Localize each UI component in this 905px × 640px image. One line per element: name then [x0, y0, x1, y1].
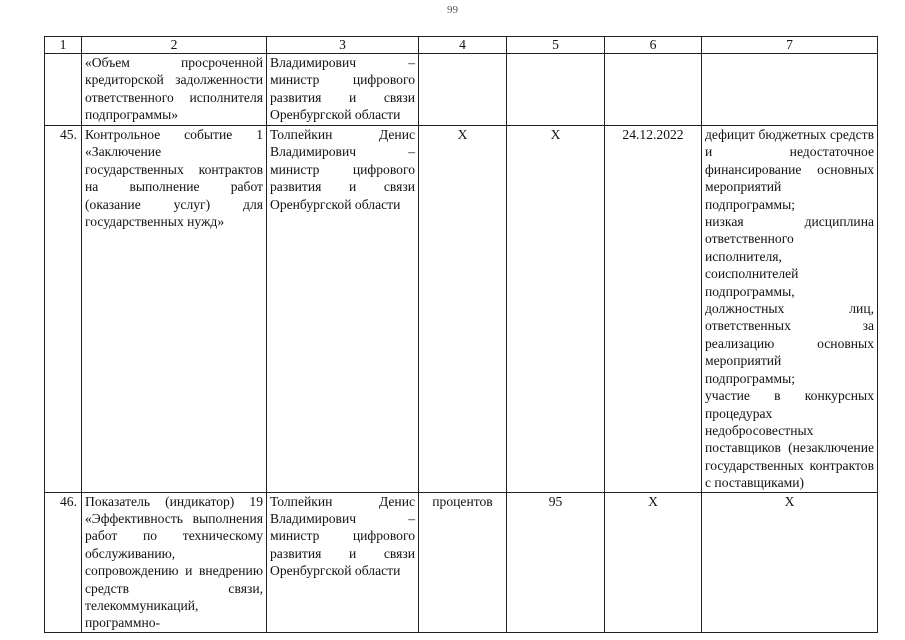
responsible-person: Владимирович – министр цифрового развития и связи Оренбургской области — [267, 54, 419, 126]
header-cell-5: 5 — [507, 37, 605, 54]
unit-cell: X — [419, 126, 507, 493]
row-number: 45. — [45, 126, 82, 493]
header-cell-3: 3 — [267, 37, 419, 54]
value-cell: X — [507, 126, 605, 493]
responsible-person: Толпейкин Денис Владимирович – министр цифрового развития и связи Оренбургской области — [267, 492, 419, 632]
row-number — [45, 54, 82, 126]
indicator-name: Контрольное событие 1 «Заключение государственных контрактов на выполнение работ (оказание услуг) для государственных нужд» — [82, 126, 267, 493]
risk-cell: X — [702, 492, 878, 632]
header-cell-2: 2 — [82, 37, 267, 54]
risk-cell — [702, 54, 878, 126]
unit-cell — [419, 54, 507, 126]
header-cell-4: 4 — [419, 37, 507, 54]
table-header-row — [45, 37, 878, 54]
header-cell-7: 7 — [702, 37, 878, 54]
unit-cell: процентов — [419, 492, 507, 632]
program-table — [44, 36, 878, 633]
date-cell: X — [605, 492, 702, 632]
risk-cell: дефицит бюджетных средств и недостаточное финансирование основных мероприятий подпрограммы; низкая дисциплина ответственного исполнителя, соисполнителей подпрограммы, должностных лиц, ответственных за реализацию основных мероприятий подпрограммы; участие в конкурсных процедурах недобросовестных поставщиков (незаключение государственных контрактов с поставщиками) — [702, 126, 878, 493]
page-number: 99 — [447, 4, 458, 16]
header-cell-1: 1 — [45, 37, 82, 54]
value-cell — [507, 54, 605, 126]
table-row — [45, 492, 878, 632]
row-number: 46. — [45, 492, 82, 632]
value-cell: 95 — [507, 492, 605, 632]
date-cell: 24.12.2022 — [605, 126, 702, 493]
indicator-name: «Объем просроченной кредиторской задолженности ответственного исполнителя подпрограммы» — [82, 54, 267, 126]
table-row — [45, 126, 878, 493]
table-row — [45, 54, 878, 126]
header-cell-6: 6 — [605, 37, 702, 54]
responsible-person: Толпейкин Денис Владимирович – министр цифрового развития и связи Оренбургской области — [267, 126, 419, 493]
indicator-name: Показатель (индикатор) 19 «Эффективность выполнения работ по техническому обслуживанию, сопровождению и внедрению средств связи, телекоммуникаций, программно- — [82, 492, 267, 632]
date-cell — [605, 54, 702, 126]
